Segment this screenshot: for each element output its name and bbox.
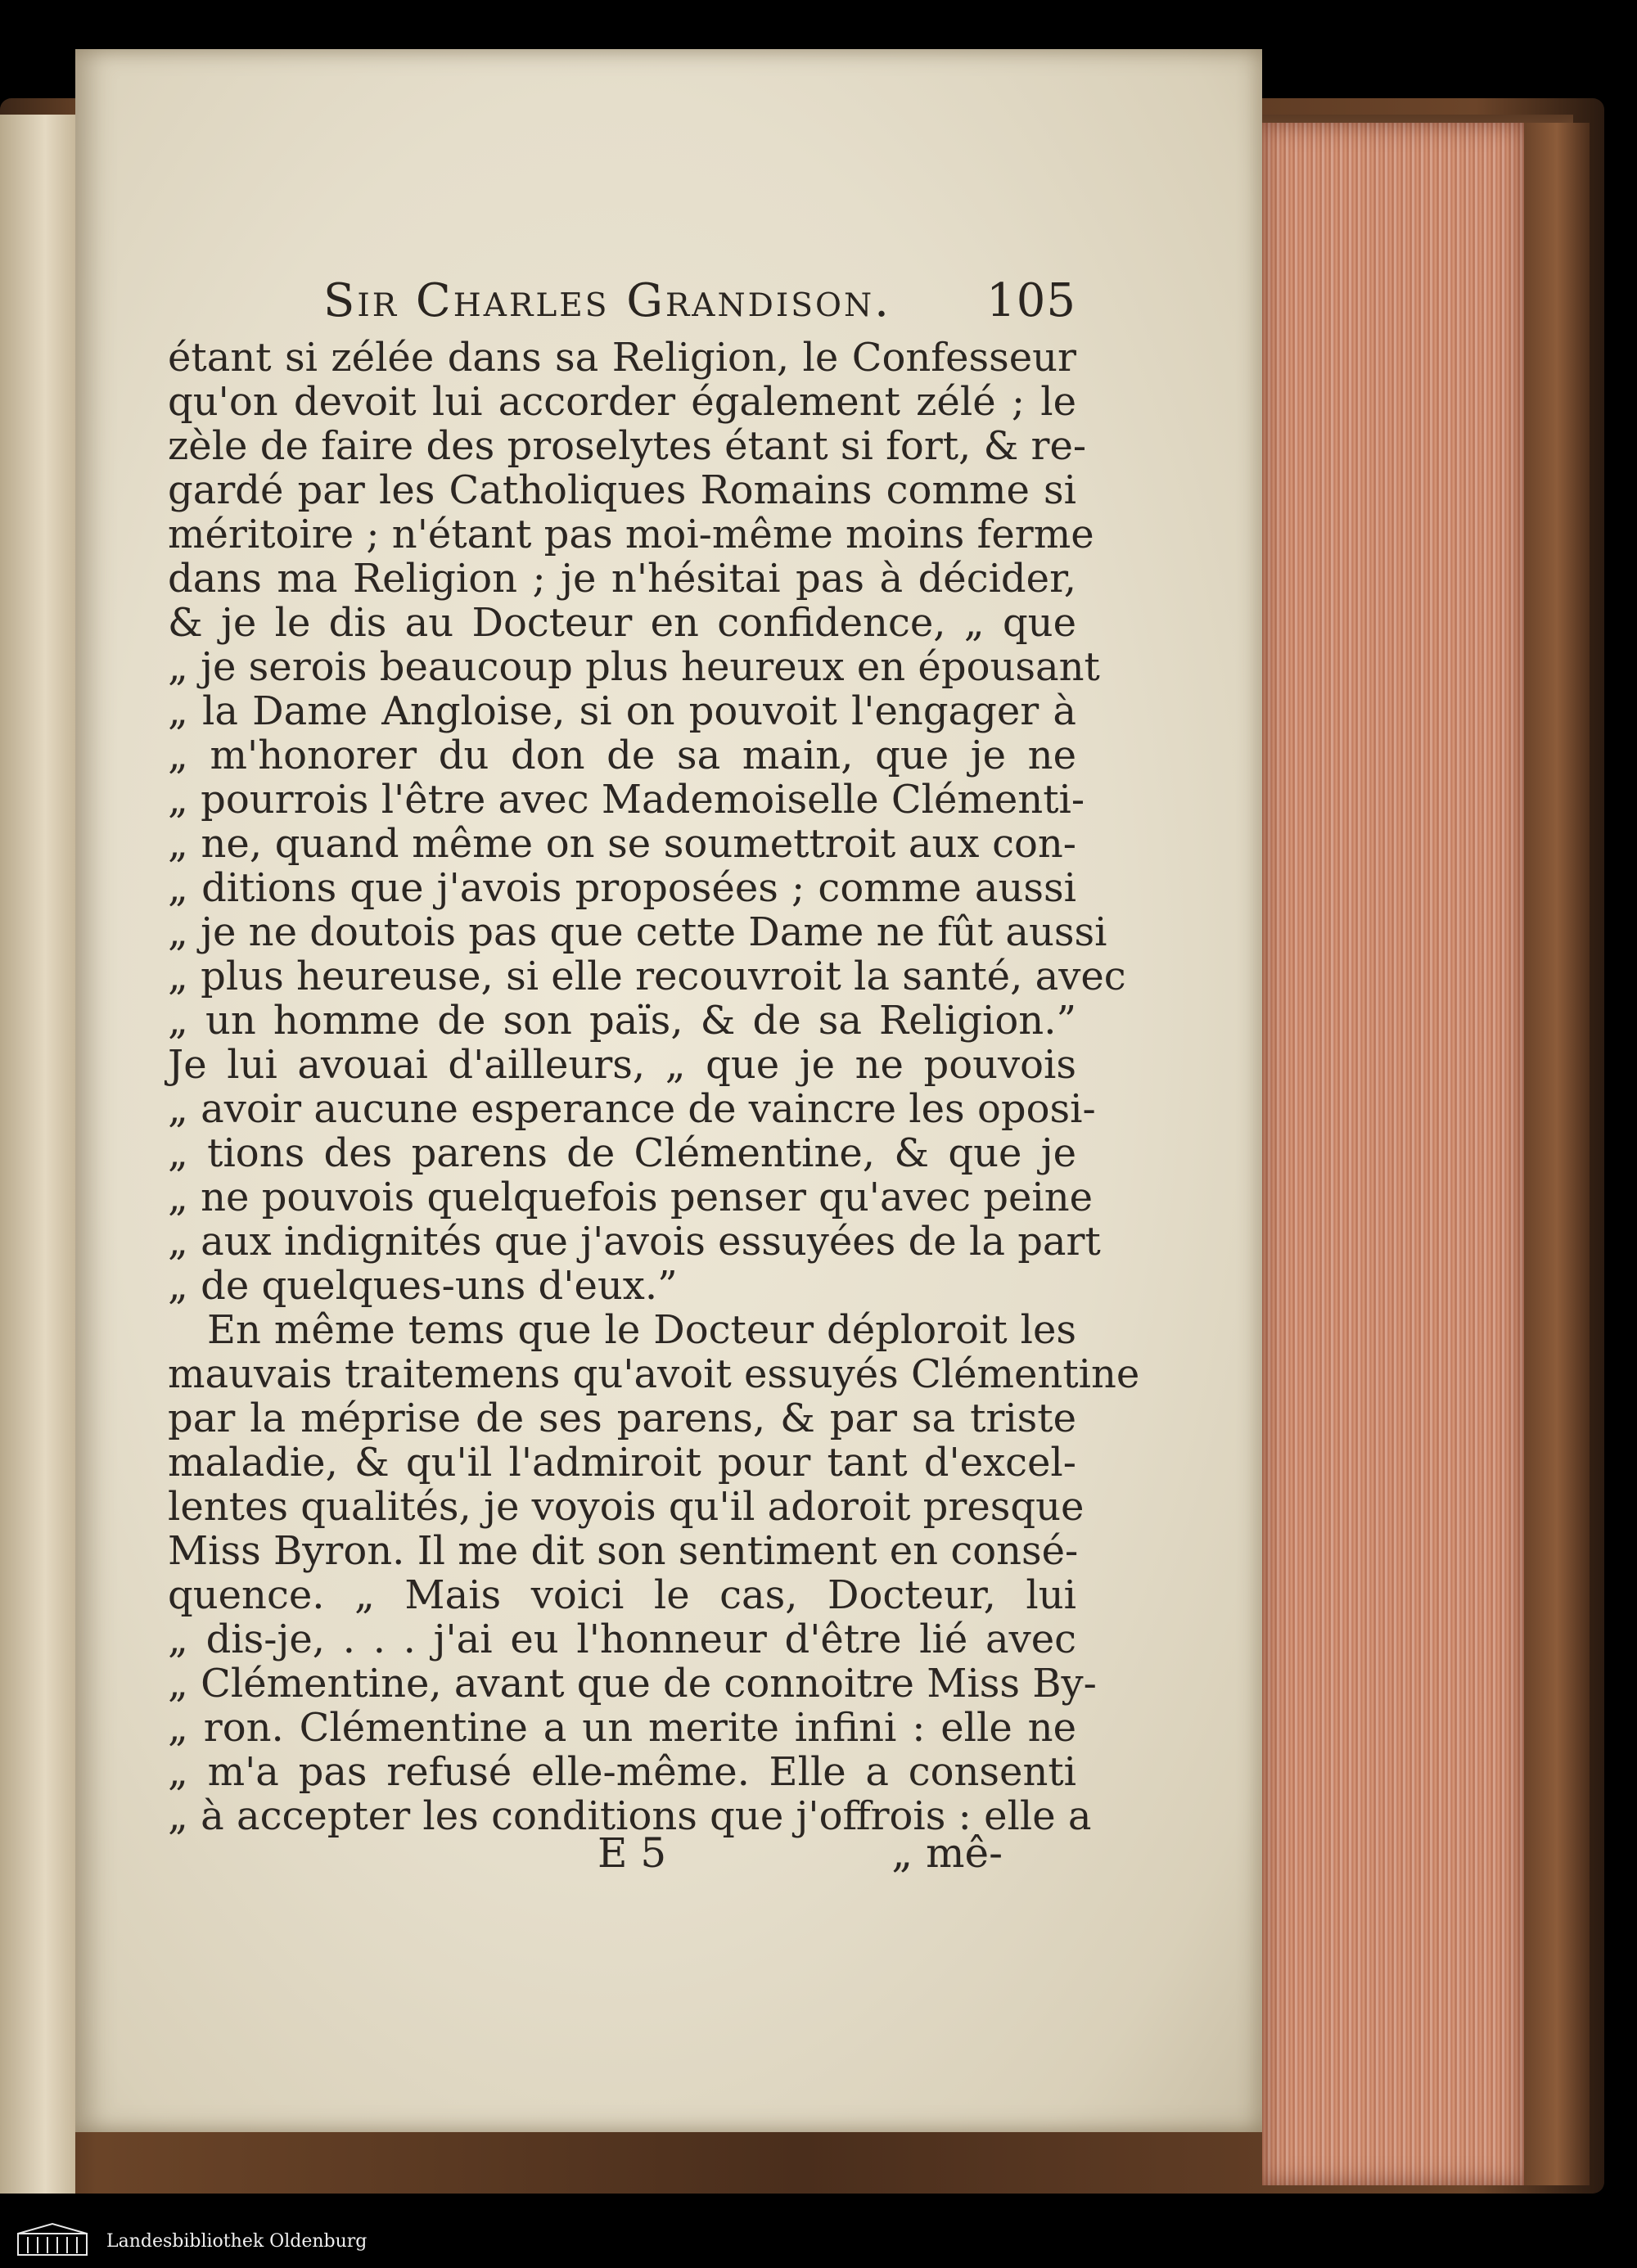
text-line: „ m'a pas refusé elle-même. Elle a consenti: [168, 1749, 1076, 1795]
text-line: „ ditions que j'avois proposées ; comme aussi: [168, 865, 1076, 911]
catchword: „ mê-: [891, 1829, 1003, 1877]
text-line: Miss Byron. Il me dit son sentiment en consé-: [168, 1528, 1079, 1574]
text-line: En même tems que le Docteur déploroit les: [207, 1307, 1076, 1353]
text-line: „ pourrois l'être avec Mademoiselle Clémenti-: [168, 777, 1085, 823]
text-line: „ la Dame Angloise, si on pouvoit l'engager à: [168, 688, 1076, 734]
book-board-edge: [1524, 123, 1590, 2185]
left-page-edge: [0, 115, 75, 2194]
text-line: „ tions des parens de Clémentine, & que je: [168, 1130, 1076, 1176]
text-line: dans ma Religion ; je n'hésitai pas à décider,: [168, 556, 1076, 602]
page-number: 105: [986, 274, 1076, 327]
text-line: „ je ne doutois pas que cette Dame ne fût aussi: [168, 909, 1107, 955]
library-name: Landesbibliothek Oldenburg: [106, 2231, 368, 2252]
text-line: étant si zélée dans sa Religion, le Confesseur: [168, 335, 1076, 381]
body-text: [168, 335, 1140, 1839]
text-line: „ Clémentine, avant que de connoitre Miss By-: [168, 1661, 1097, 1707]
text-line: qu'on devoit lui accorder également zélé ; le: [168, 379, 1076, 425]
text-line: gardé par les Catholiques Romains comme si: [168, 467, 1076, 513]
text-line: „ m'honorer du don de sa main, que je ne: [168, 733, 1076, 778]
text-line: lentes qualités, je voyois qu'il adoroit presque: [168, 1484, 1085, 1530]
text-line: „ un homme de son païs, & de sa Religion.”: [168, 998, 1076, 1044]
text-line: quence. „ Mais voici le cas, Docteur, lui: [168, 1572, 1076, 1618]
page-edges: [1262, 123, 1524, 2185]
text-line: méritoire ; n'étant pas moi-même moins ferme: [168, 512, 1094, 557]
text-line: „ aux indignités que j'avois essuyées de la part: [168, 1219, 1101, 1265]
text-line: Je lui avouai d'ailleurs, „ que je ne pouvois: [168, 1042, 1076, 1088]
text-line: mauvais traitemens qu'avoit essuyés Clémentine: [168, 1351, 1140, 1397]
text-line: par la méprise de ses parens, & par sa triste: [168, 1396, 1076, 1441]
text-line: maladie, & qu'il l'admiroit pour tant d'excel-: [168, 1440, 1076, 1486]
running-head-title: Sir Charles Grandison.: [323, 274, 891, 327]
text-line: „ je serois beaucoup plus heureux en épousant: [168, 644, 1100, 690]
text-line: „ avoir aucune esperance de vaincre les oposi-: [168, 1086, 1096, 1132]
text-line: „ dis-je, . . . j'ai eu l'honneur d'être lié avec: [168, 1616, 1076, 1662]
library-logo-icon: [16, 2222, 88, 2257]
running-head: [323, 274, 1076, 327]
signature-mark: E 5: [598, 1829, 667, 1877]
text-line: „ à accepter les conditions que j'offrois : elle a: [168, 1793, 1092, 1839]
text-line: „ ne pouvois quelquefois penser qu'avec peine: [168, 1175, 1094, 1220]
text-line: „ plus heureuse, si elle recouvroit la santé, avec: [168, 954, 1126, 999]
text-line: „ ne, quand même on se soumettroit aux con-: [168, 821, 1076, 867]
text-line: zèle de faire des proselytes étant si fort, & re-: [168, 423, 1087, 469]
text-line: „ de quelques-uns d'eux.”: [168, 1263, 678, 1309]
text-line: & je le dis au Docteur en confidence, „ que: [168, 600, 1076, 646]
text-line: „ ron. Clémentine a un merite infini : elle ne: [168, 1705, 1076, 1751]
